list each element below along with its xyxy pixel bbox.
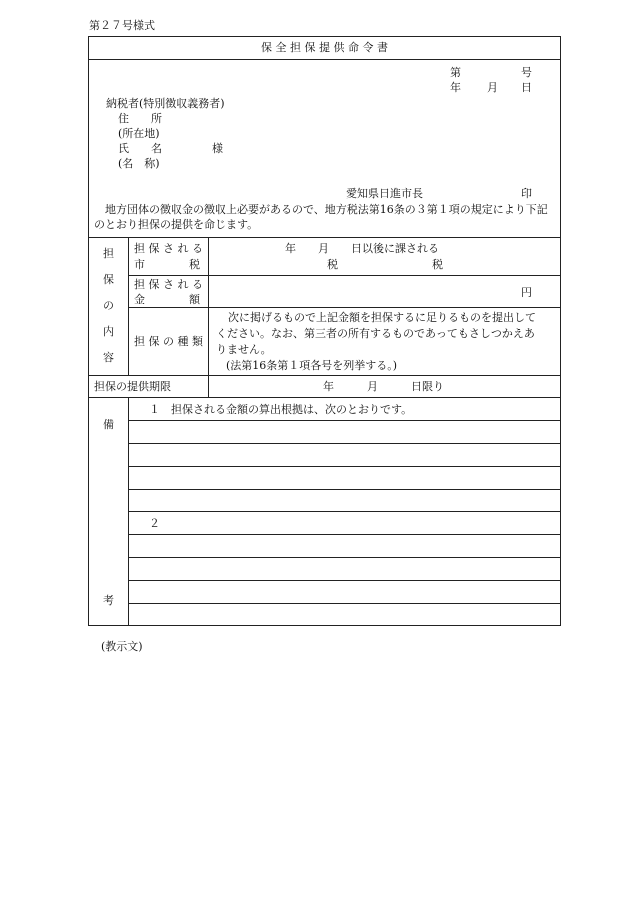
date-month: 月: [487, 81, 498, 94]
remarks-rule-6: [128, 534, 561, 535]
row1-tax-2: 税: [432, 258, 443, 271]
doc-no-suffix: 号: [521, 66, 532, 79]
row1-tax-1: 税: [327, 258, 338, 271]
row2-yen-unit: 円: [521, 286, 532, 299]
taxpayer-heading: 納税者(特別徴収義務者): [106, 97, 225, 110]
row3-text-line2: ください。なお、第三者の所有するものであってもさしつかえあ: [216, 327, 535, 340]
remarks-rule-5: [128, 511, 561, 512]
deadline-divider: [208, 375, 209, 397]
row3-text-line1: 次に掲げるもので上記金額を担保するに足りるものを提出して: [228, 311, 536, 324]
taxpayer-honorific: 様: [212, 142, 223, 155]
deadline-bottom-divider: [88, 397, 561, 398]
remarks-rule-8: [128, 580, 561, 581]
taxpayer-company-label: (名 称): [118, 157, 160, 170]
remarks-rule-2: [128, 443, 561, 444]
issuer-title: 愛知県日進市長: [346, 187, 423, 200]
header-divider: [88, 237, 561, 238]
deadline-value: 年 月 日限り: [323, 380, 444, 393]
row3-label: 担 保 の 種 類: [134, 335, 203, 348]
contents-left-divider: [128, 237, 129, 375]
contents-char-4: 内: [103, 325, 114, 338]
taxpayer-name-label: 氏 名: [118, 142, 162, 155]
remarks-bottom-char: 考: [103, 594, 114, 607]
contents-mid-divider: [208, 237, 209, 375]
title-divider: [88, 59, 561, 60]
remarks-rule-7: [128, 557, 561, 558]
contents-char-1: 担: [103, 247, 114, 260]
contents-char-3: の: [103, 299, 114, 312]
body-text: 地方団体の徴収金の徴収上必要があるので、地方税法第16条の３第１項の規定により下記のとおり担保の提供を命じます。: [94, 203, 548, 231]
contents-bottom-divider: [88, 375, 561, 376]
form-number: 第２７号様式: [89, 19, 155, 32]
document-title: 保 全 担 保 提 供 命 令 書: [261, 41, 388, 54]
footer-note: (教示文): [101, 640, 143, 653]
row1-label-line1: 担 保 さ れ る: [134, 242, 203, 255]
remarks-rule-3: [128, 466, 561, 467]
remarks-top-char: 備: [103, 418, 114, 431]
contents-char-5: 容: [103, 351, 114, 364]
taxpayer-location-label: (所在地): [118, 127, 160, 140]
contents-row1-divider: [128, 275, 561, 276]
contents-row2-divider: [128, 307, 561, 308]
row3-text-line4: (法第16条第１項各号を列挙する。): [226, 359, 398, 372]
row3-text-line3: りません。: [216, 343, 272, 356]
row2-label-line1: 担 保 さ れ る: [134, 278, 203, 291]
remarks-rule-4: [128, 489, 561, 490]
contents-char-2: 保: [103, 273, 114, 286]
row1-levy-date: 年 月 日以後に課される: [285, 242, 439, 255]
taxpayer-address-label: 住 所: [118, 112, 162, 125]
remarks-item-2: ２: [149, 517, 160, 530]
deadline-label: 担保の提供期限: [94, 380, 171, 393]
row1-label-line2: 市 税: [134, 258, 200, 271]
remarks-item-1: １ 担保される金額の算出根拠は、次のとおりです。: [149, 403, 413, 416]
doc-no-prefix: 第: [450, 66, 461, 79]
remarks-rule-1: [128, 420, 561, 421]
date-day: 日: [521, 81, 532, 94]
date-year: 年: [450, 81, 461, 94]
remarks-rule-9: [128, 603, 561, 604]
row2-label-line2: 金 額: [134, 293, 200, 306]
issuer-seal: 印: [521, 187, 532, 200]
